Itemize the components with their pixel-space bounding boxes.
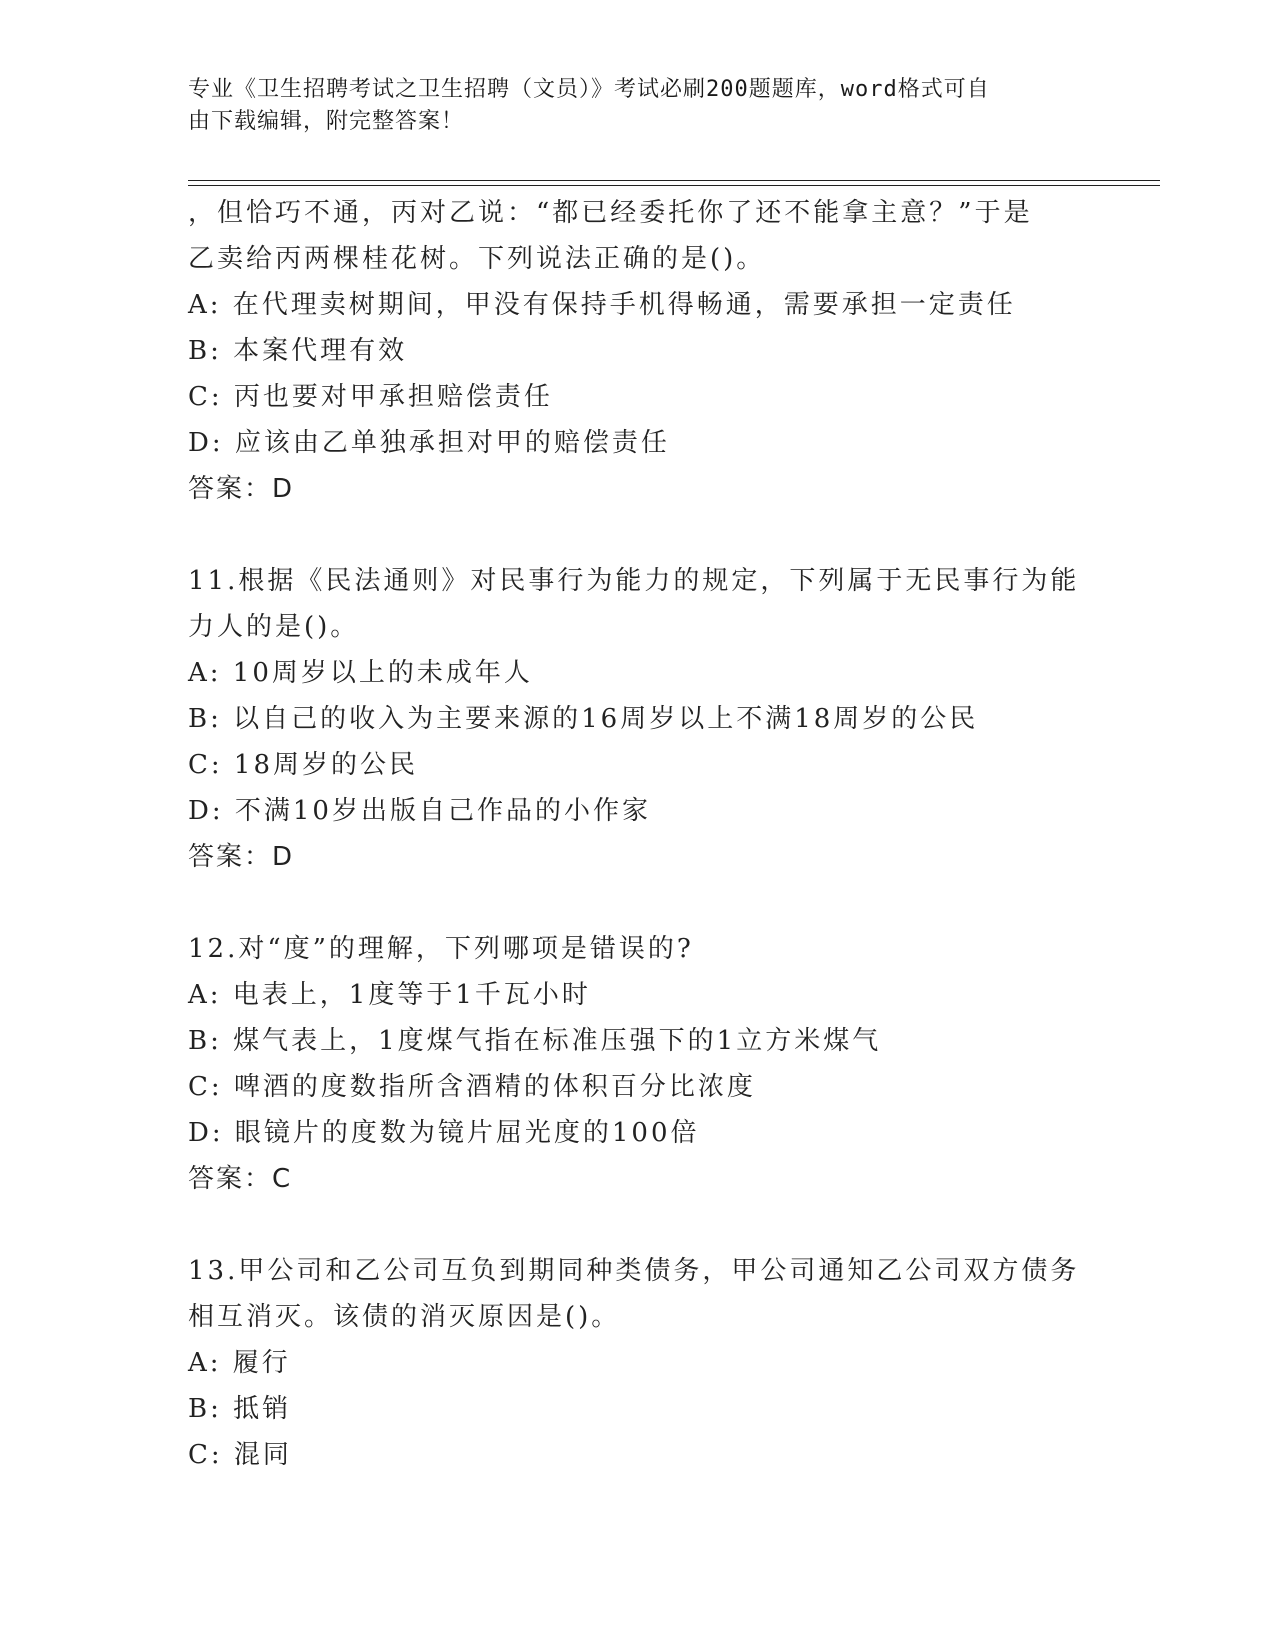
question-block [188,1248,1088,1478]
option-c: C: 混同 [188,1440,292,1470]
question-stem-line: 13.甲公司和乙公司互负到期同种类债务，甲公司通知乙公司双方债务 [188,1256,1080,1286]
spacer [188,512,1088,558]
header-divider-bottom [188,185,1160,186]
spacer [188,1202,1088,1248]
question-stem-line: 乙卖给丙两棵桂花树。下列说法正确的是()。 [188,244,766,274]
question-stem-line: 12.对“度”的理解，下列哪项是错误的? [188,934,694,964]
question-stem-line: 11.根据《民法通则》对民事行为能力的规定，下列属于无民事行为能 [188,566,1080,596]
header-line-1: 专业《卫生招聘考试之卫生招聘（文员）》考试必刷200题题库，word格式可自 [188,77,990,102]
header-divider-top [188,180,1160,181]
option-b: B: 本案代理有效 [188,336,408,366]
option-c: C: 丙也要对甲承担赔偿责任 [188,382,553,412]
option-b: B: 抵销 [188,1394,292,1424]
question-block [188,926,1088,1202]
option-a: A: 履行 [188,1348,291,1378]
option-d: D: 眼镜片的度数为镜片屈光度的100倍 [188,1118,700,1148]
option-d: D: 应该由乙单独承担对甲的赔偿责任 [188,428,670,458]
answer-line: 答案：D [188,842,295,872]
question-stem-line: 相互消灭。该债的消灭原因是()。 [188,1302,621,1332]
header-line-2: 由下载编辑，附完整答案！ [188,109,465,134]
option-c: C: 啤酒的度数指所含酒精的体积百分比浓度 [188,1072,756,1102]
option-b: B: 以自己的收入为主要来源的16周岁以上不满18周岁的公民 [188,704,979,734]
document-header [188,74,1088,138]
question-stem-line: 力人的是()。 [188,612,360,642]
option-a: A: 在代理卖树期间，甲没有保持手机得畅通，需要承担一定责任 [188,290,1016,320]
option-a: A: 电表上，1度等于1千瓦小时 [188,980,591,1010]
question-list [188,190,1088,1478]
option-a: A: 10周岁以上的未成年人 [188,658,533,688]
option-b: B: 煤气表上，1度煤气指在标准压强下的1立方米煤气 [188,1026,882,1056]
question-block [188,558,1088,880]
option-c: C: 18周岁的公民 [188,750,419,780]
spacer [188,880,1088,926]
question-stem-line: ，但恰巧不通，丙对乙说：“都已经委托你了还不能拿主意？”于是 [188,198,1033,228]
answer-line: 答案：C [188,1164,293,1194]
answer-line: 答案：D [188,474,295,504]
option-d: D: 不满10岁出版自己作品的小作家 [188,796,651,826]
question-block [188,190,1088,512]
